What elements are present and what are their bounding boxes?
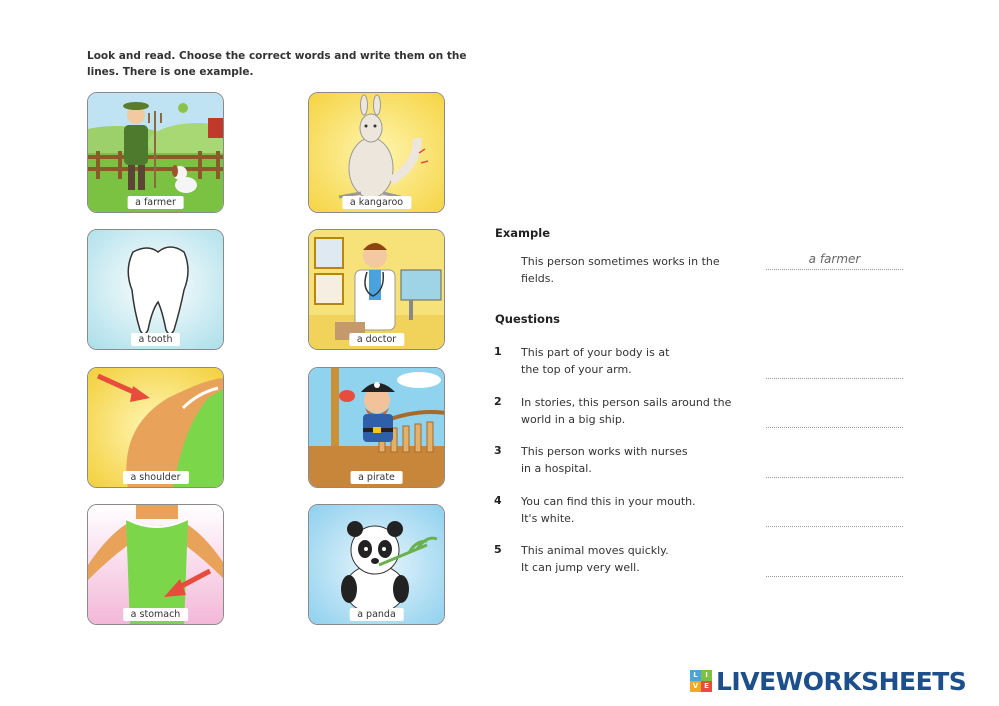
question-2-line1: In stories, this person sails around the: [521, 396, 732, 409]
answer-3-input[interactable]: [766, 460, 903, 478]
logo-icon-l: L: [690, 670, 701, 681]
picture-tooth: [87, 229, 224, 350]
picture-doctor: [308, 229, 445, 350]
picture-pirate: [308, 367, 445, 488]
caption-shoulder: a shoulder: [122, 471, 188, 484]
picture-panda: [308, 504, 445, 625]
logo-icon: [690, 670, 712, 692]
caption-stomach: a stomach: [123, 608, 189, 621]
question-1-line1: This part of your body is at: [521, 346, 670, 359]
tooth-illustration: [88, 230, 224, 350]
picture-stomach: [87, 504, 224, 625]
question-4-number: 4: [494, 494, 502, 507]
picture-shoulder: [87, 367, 224, 488]
picture-farmer: [87, 92, 224, 213]
shoulder-illustration: [88, 368, 224, 488]
example-heading: Example: [495, 226, 550, 240]
questions-heading: Questions: [495, 312, 560, 326]
answer-5-input[interactable]: [766, 559, 903, 577]
question-5-line2: It can jump very well.: [521, 561, 640, 574]
answer-2-input[interactable]: [766, 410, 903, 428]
logo-icon-v: V: [690, 681, 701, 692]
caption-kangaroo: a kangaroo: [342, 196, 411, 209]
answer-1-input[interactable]: [766, 361, 903, 379]
question-3-number: 3: [494, 444, 502, 457]
question-5-line1: This animal moves quickly.: [521, 544, 669, 557]
question-2-number: 2: [494, 395, 502, 408]
question-4-line1: You can find this in your mouth.: [521, 495, 696, 508]
caption-panda: a panda: [349, 608, 404, 621]
question-1-line2: the top of your arm.: [521, 363, 632, 376]
question-5-text: [521, 542, 751, 576]
logo-text: LIVEWORKSHEETS: [716, 666, 967, 696]
question-2-text: [521, 394, 751, 428]
logo-icon-i: I: [701, 670, 712, 681]
caption-tooth: a tooth: [131, 333, 181, 346]
kangaroo-illustration: [309, 93, 445, 213]
question-3-text: [521, 443, 751, 477]
question-3-line1: This person works with nurses: [521, 445, 688, 458]
question-4-line2: It's white.: [521, 512, 575, 525]
question-3-line2: in a hospital.: [521, 462, 592, 475]
question-2-line2: world in a big ship.: [521, 413, 626, 426]
logo-icon-e: E: [701, 681, 712, 692]
caption-pirate: a pirate: [350, 471, 403, 484]
picture-kangaroo: [308, 92, 445, 213]
farmer-illustration: [88, 93, 224, 213]
panda-illustration: [309, 505, 445, 625]
liveworksheets-logo: [690, 667, 966, 695]
example-answer: a farmer: [766, 252, 903, 270]
answer-4-input[interactable]: [766, 509, 903, 527]
pirate-illustration: [309, 368, 445, 488]
instructions: Look and read. Choose the correct words and write them on the lines. There is one example.: [87, 50, 467, 78]
question-5-number: 5: [494, 543, 502, 556]
question-1-number: 1: [494, 345, 502, 358]
question-1-text: [521, 344, 751, 378]
caption-farmer: a farmer: [127, 196, 184, 209]
doctor-illustration: [309, 230, 445, 350]
stomach-illustration: [88, 505, 224, 625]
caption-doctor: a doctor: [349, 333, 404, 346]
example-text: This person sometimes works in the fields.: [521, 255, 720, 285]
question-4-text: [521, 493, 751, 527]
